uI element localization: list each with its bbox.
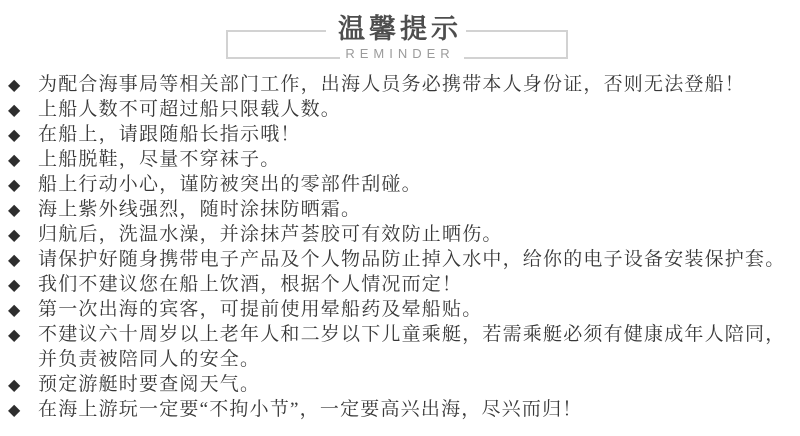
diamond-bullet-icon: ◆ — [8, 200, 21, 219]
list-item — [8, 247, 792, 272]
diamond-bullet-icon: ◆ — [8, 275, 21, 294]
list-item — [8, 172, 792, 197]
reminder-list — [0, 70, 800, 422]
diamond-bullet-icon: ◆ — [8, 375, 21, 394]
diamond-bullet-icon: ◆ — [8, 100, 21, 119]
reminder-text: 为配合海事局等相关部门工作，出海人员务必携带本人身份证，否则无法登船！ — [38, 74, 746, 95]
reminder-text: 请保护好随身携带电子产品及个人物品防止掉入水中，给你的电子设备安装保护套。 — [38, 249, 786, 270]
diamond-bullet-icon: ◆ — [8, 250, 21, 269]
page-subtitle: REMINDER — [345, 46, 455, 61]
reminder-text: 第一次出海的宾客，可提前使用晕船药及晕船贴。 — [38, 299, 483, 320]
reminder-text: 在海上游玩一定要“不拘小节”，一定要高兴出海，尽兴而归！ — [38, 399, 583, 420]
list-item — [8, 397, 792, 422]
diamond-bullet-icon: ◆ — [8, 225, 21, 244]
list-item — [8, 97, 792, 122]
list-item — [8, 197, 792, 222]
reminder-text: 海上紫外线强烈，随时涂抹防晒霜。 — [38, 199, 362, 220]
list-item — [8, 322, 792, 372]
reminder-text: 归航后，洗温水澡，并涂抹芦荟胶可有效防止晒伤。 — [38, 224, 503, 245]
diamond-bullet-icon: ◆ — [8, 125, 21, 144]
diamond-bullet-icon: ◆ — [8, 75, 21, 94]
list-item — [8, 372, 792, 397]
reminder-text: 上船人数不可超过船只限载人数。 — [38, 99, 342, 120]
reminder-text: 上船脱鞋，尽量不穿袜子。 — [38, 149, 281, 170]
page-title: 温馨提示 — [338, 14, 462, 44]
diamond-bullet-icon: ◆ — [8, 175, 21, 194]
list-item — [8, 72, 792, 97]
reminder-text: 在船上，请跟随船长指示哦！ — [38, 124, 301, 145]
list-item — [8, 272, 792, 297]
diamond-bullet-icon: ◆ — [8, 300, 21, 319]
notice-header — [0, 0, 800, 70]
list-item — [8, 222, 792, 247]
diamond-bullet-icon: ◆ — [8, 400, 21, 419]
reminder-text: 不建议六十周岁以上老年人和二岁以下儿童乘艇，若需乘艇必须有健康成年人陪同，并负责被陪同人的安全。 — [38, 324, 786, 370]
diamond-bullet-icon: ◆ — [8, 150, 21, 169]
reminder-text: 我们不建议您在船上饮酒，根据个人情况而定！ — [38, 274, 463, 295]
reminder-text: 预定游艇时要查阅天气。 — [38, 374, 261, 395]
reminder-text: 船上行动小心，谨防被突出的零部件刮碰。 — [38, 174, 422, 195]
diamond-bullet-icon: ◆ — [8, 325, 21, 344]
list-item — [8, 297, 792, 322]
list-item — [8, 122, 792, 147]
list-item — [8, 147, 792, 172]
